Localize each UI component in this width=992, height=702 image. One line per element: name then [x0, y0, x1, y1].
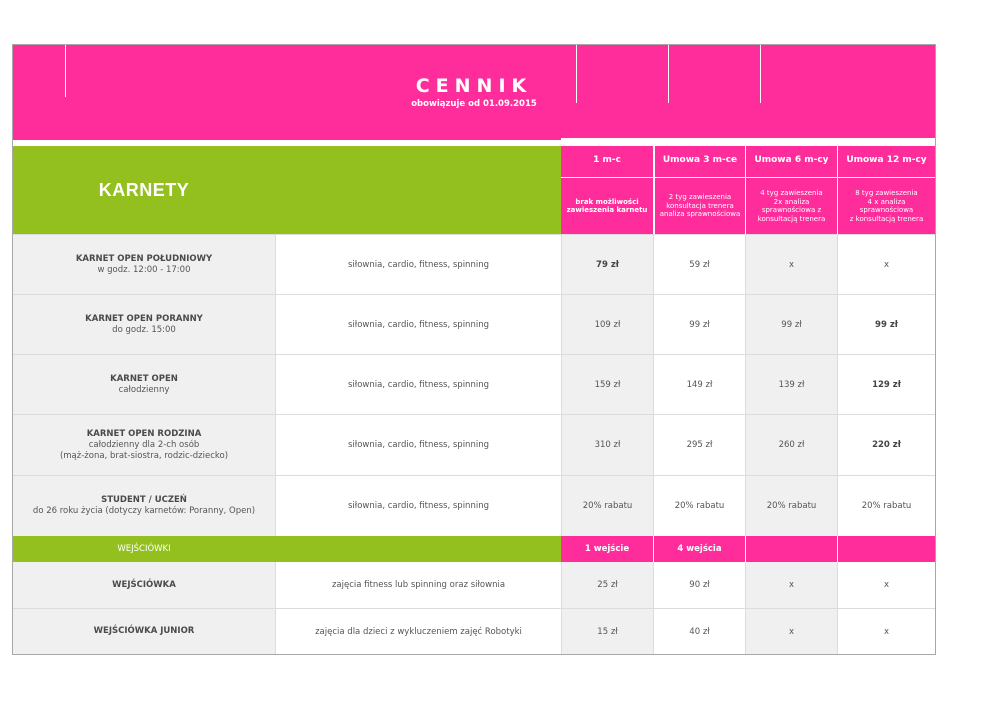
plan-note: 4 tyg zawieszenia 2x analiza sprawnościowa z konsultacją trenera — [757, 189, 826, 223]
row-description: siłownia, cardio, fitness, spinning — [275, 476, 561, 536]
plan-column-header — [561, 146, 653, 234]
price-cell: 129 zł — [837, 355, 935, 414]
price-cell: 20% rabatu — [745, 476, 837, 536]
price-cell: 99 zł — [745, 295, 837, 354]
price-cell: 25 zł — [561, 562, 653, 608]
price-list-header — [13, 45, 935, 140]
wejsciowki-section-header — [13, 536, 561, 562]
plan-note: 2 tyg zawieszenia konsultacja trenera analiza sprawnościowa — [659, 193, 741, 219]
row-description: siłownia, cardio, fitness, spinning — [275, 355, 561, 414]
plan-name: Umowa 6 m-cy — [754, 155, 829, 165]
entry-column-header-empty — [837, 536, 935, 562]
row-name — [13, 295, 275, 354]
price-cell: 79 zł — [561, 235, 653, 294]
header-underline — [561, 138, 935, 140]
price-cell: 15 zł — [561, 609, 653, 654]
price-cell: x — [837, 609, 935, 654]
price-cell: x — [745, 609, 837, 654]
row-name — [13, 355, 275, 414]
row-description: zajęcia fitness lub spinning oraz siłownia — [275, 562, 561, 608]
row-title: WEJŚCIÓWKA — [112, 579, 176, 590]
price-cell: 59 zł — [653, 235, 745, 294]
price-cell: 260 zł — [745, 415, 837, 475]
row-name — [13, 415, 275, 475]
price-cell: 139 zł — [745, 355, 837, 414]
entry-column-header: 1 wejście — [561, 536, 653, 562]
price-cell: x — [837, 235, 935, 294]
entry-column-header: 4 wejścia — [653, 536, 745, 562]
table-row-karnet-rodzina — [13, 414, 935, 475]
row-subtitle: całodzienny dla 2-ch osób — [88, 439, 200, 450]
table-row-karnet-poranny — [13, 294, 935, 354]
plan-name: 1 m-c — [593, 155, 621, 165]
table-row-student — [13, 475, 935, 536]
plan-column-header — [745, 146, 837, 234]
row-title: WEJŚCIÓWKA JUNIOR — [93, 626, 195, 636]
karnety-label: KARNETY — [98, 180, 190, 200]
price-cell: x — [837, 562, 935, 608]
plan-name: Umowa 3 m-ce — [662, 155, 738, 165]
price-cell: x — [745, 235, 837, 294]
row-title: KARNET OPEN RODZINA — [86, 428, 202, 439]
price-cell: 295 zł — [653, 415, 745, 475]
karnety-section-header — [13, 146, 561, 234]
table-row-wejsciowka — [13, 562, 935, 608]
plan-name: Umowa 12 m-cy — [846, 155, 927, 165]
table-row-karnet-open — [13, 354, 935, 414]
price-cell: 109 zł — [561, 295, 653, 354]
price-cell: 20% rabatu — [837, 476, 935, 536]
price-list-sheet — [12, 44, 936, 655]
plan-column-header — [837, 146, 935, 234]
price-cell: 310 zł — [561, 415, 653, 475]
plan-column-header — [654, 146, 745, 234]
row-name — [13, 562, 275, 608]
row-name — [13, 609, 275, 654]
page-title: CENNIK — [415, 75, 533, 97]
row-name — [13, 476, 275, 536]
price-cell: 99 zł — [653, 295, 745, 354]
row-title: STUDENT / UCZEŃ — [101, 495, 187, 505]
price-cell: 40 zł — [653, 609, 745, 654]
plan-note: 8 tyg zawieszenia 4 x analiza sprawnościowa z konsultacją trenera — [849, 189, 924, 223]
row-subtitle: całodzienny — [118, 384, 170, 395]
row-name — [13, 235, 275, 294]
price-cell: 220 zł — [837, 415, 935, 475]
price-cell: 99 zł — [837, 295, 935, 354]
price-cell: 159 zł — [561, 355, 653, 414]
row-subtitle: (mąż-żona, brat-siostra, rodzic-dziecko) — [59, 450, 229, 461]
row-description: siłownia, cardio, fitness, spinning — [275, 235, 561, 294]
plan-note: brak możliwości zawieszenia karnetu — [566, 197, 648, 214]
row-description: zajęcia dla dzieci z wykluczeniem zajęć Robotyki — [275, 609, 561, 654]
price-cell: 20% rabatu — [653, 476, 745, 536]
row-subtitle: w godz. 12:00 - 17:00 — [97, 264, 191, 275]
row-subtitle: do 26 roku życia (dotyczy karnetów: Poranny, Open) — [32, 506, 256, 516]
table-row-karnet-poludniowy — [13, 234, 935, 294]
price-cell: 20% rabatu — [561, 476, 653, 536]
wejsciowki-label: WEJŚCIÓWKI — [117, 544, 171, 554]
entry-column-header-empty — [745, 536, 837, 562]
table-row-wejsciowka-junior — [13, 608, 935, 654]
price-cell: 149 zł — [653, 355, 745, 414]
page-subtitle: obowiązuje od 01.09.2015 — [411, 99, 537, 109]
row-subtitle: do godz. 15:00 — [112, 324, 176, 335]
price-cell: x — [745, 562, 837, 608]
price-cell: 90 zł — [653, 562, 745, 608]
row-title: KARNET OPEN POŁUDNIOWY — [75, 253, 213, 264]
row-description: siłownia, cardio, fitness, spinning — [275, 415, 561, 475]
row-title: KARNET OPEN — [110, 373, 178, 384]
row-description: siłownia, cardio, fitness, spinning — [275, 295, 561, 354]
row-title: KARNET OPEN PORANNY — [85, 313, 203, 324]
